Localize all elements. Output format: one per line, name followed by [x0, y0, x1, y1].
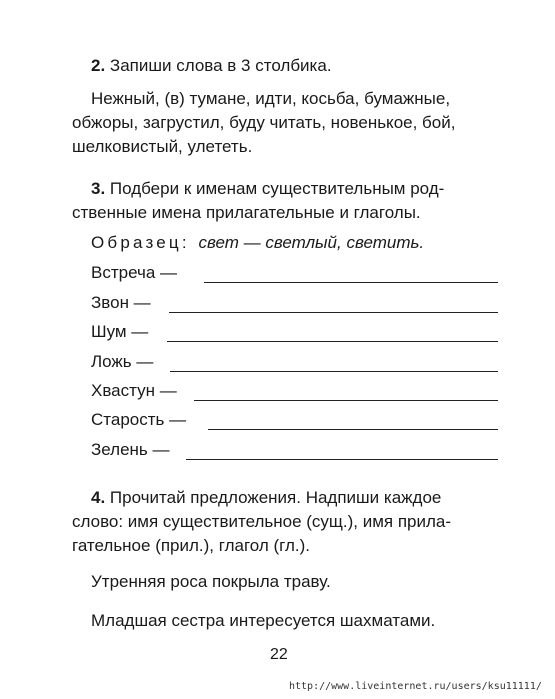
- answer-row: [91, 322, 148, 342]
- task2-words-line-1: Нежный, (в) тумане, идти, косьба, бумажные,: [91, 89, 451, 108]
- answer-word: Ложь —: [91, 352, 154, 371]
- answer-row: [91, 293, 151, 313]
- answer-word: Шум —: [91, 322, 149, 341]
- answer-row: [91, 381, 177, 401]
- task4-title-line-3: гательное (прил.), глагол (гл.).: [72, 536, 311, 555]
- answer-row: [91, 263, 177, 283]
- task2-words-line-2: обжоры, загрустил, буду читать, новенькое, бой,: [72, 113, 456, 132]
- answer-line[interactable]: [169, 312, 498, 313]
- answer-row: [91, 440, 170, 460]
- page-number: 22: [270, 646, 288, 663]
- answer-word: Звон —: [91, 293, 151, 312]
- sentence-1: Утренняя роса покрыла траву.: [91, 572, 331, 591]
- answer-line[interactable]: [170, 371, 498, 372]
- watermark-url: http://www.liveinternet.ru/users/ksu11111/: [289, 681, 542, 692]
- task3-heading: [91, 177, 444, 201]
- task3-title-line-1: Подбери к именам существительным род-: [109, 179, 445, 198]
- answer-word: Старость —: [91, 410, 187, 429]
- task4-number: 4.: [91, 488, 106, 507]
- answer-word: Зелень —: [91, 440, 170, 459]
- answer-word: Хвастун —: [91, 381, 177, 400]
- answer-row: [91, 352, 153, 372]
- task2-heading: [91, 54, 332, 78]
- task3-title-line-2: ственные имена прилагательные и глаголы.: [72, 203, 421, 222]
- task2-words-line-3: шелковистый, улететь.: [72, 137, 253, 156]
- task4-title-line-1: Прочитай предложения. Надпиши каждое: [109, 488, 442, 507]
- answer-line[interactable]: [186, 459, 498, 460]
- task4-title-line-2: слово: имя существительное (сущ.), имя прила-: [72, 512, 452, 531]
- sample-label: Образец:: [91, 233, 190, 252]
- answer-word: Встреча —: [91, 263, 178, 282]
- answer-line[interactable]: [167, 341, 498, 342]
- sample-text: свет — светлый, светить.: [198, 233, 425, 252]
- task3-sample: [91, 231, 424, 255]
- task2-number: 2.: [91, 56, 106, 75]
- answer-line[interactable]: [208, 429, 498, 430]
- task4-heading: [91, 486, 441, 510]
- answer-line[interactable]: [194, 400, 498, 401]
- answer-row: [91, 410, 186, 430]
- task3-number: 3.: [91, 179, 106, 198]
- sentence-2: Младшая сестра интересуется шахматами.: [91, 611, 436, 630]
- answer-line[interactable]: [204, 282, 498, 283]
- task2-title: Запиши слова в 3 столбика.: [109, 56, 332, 75]
